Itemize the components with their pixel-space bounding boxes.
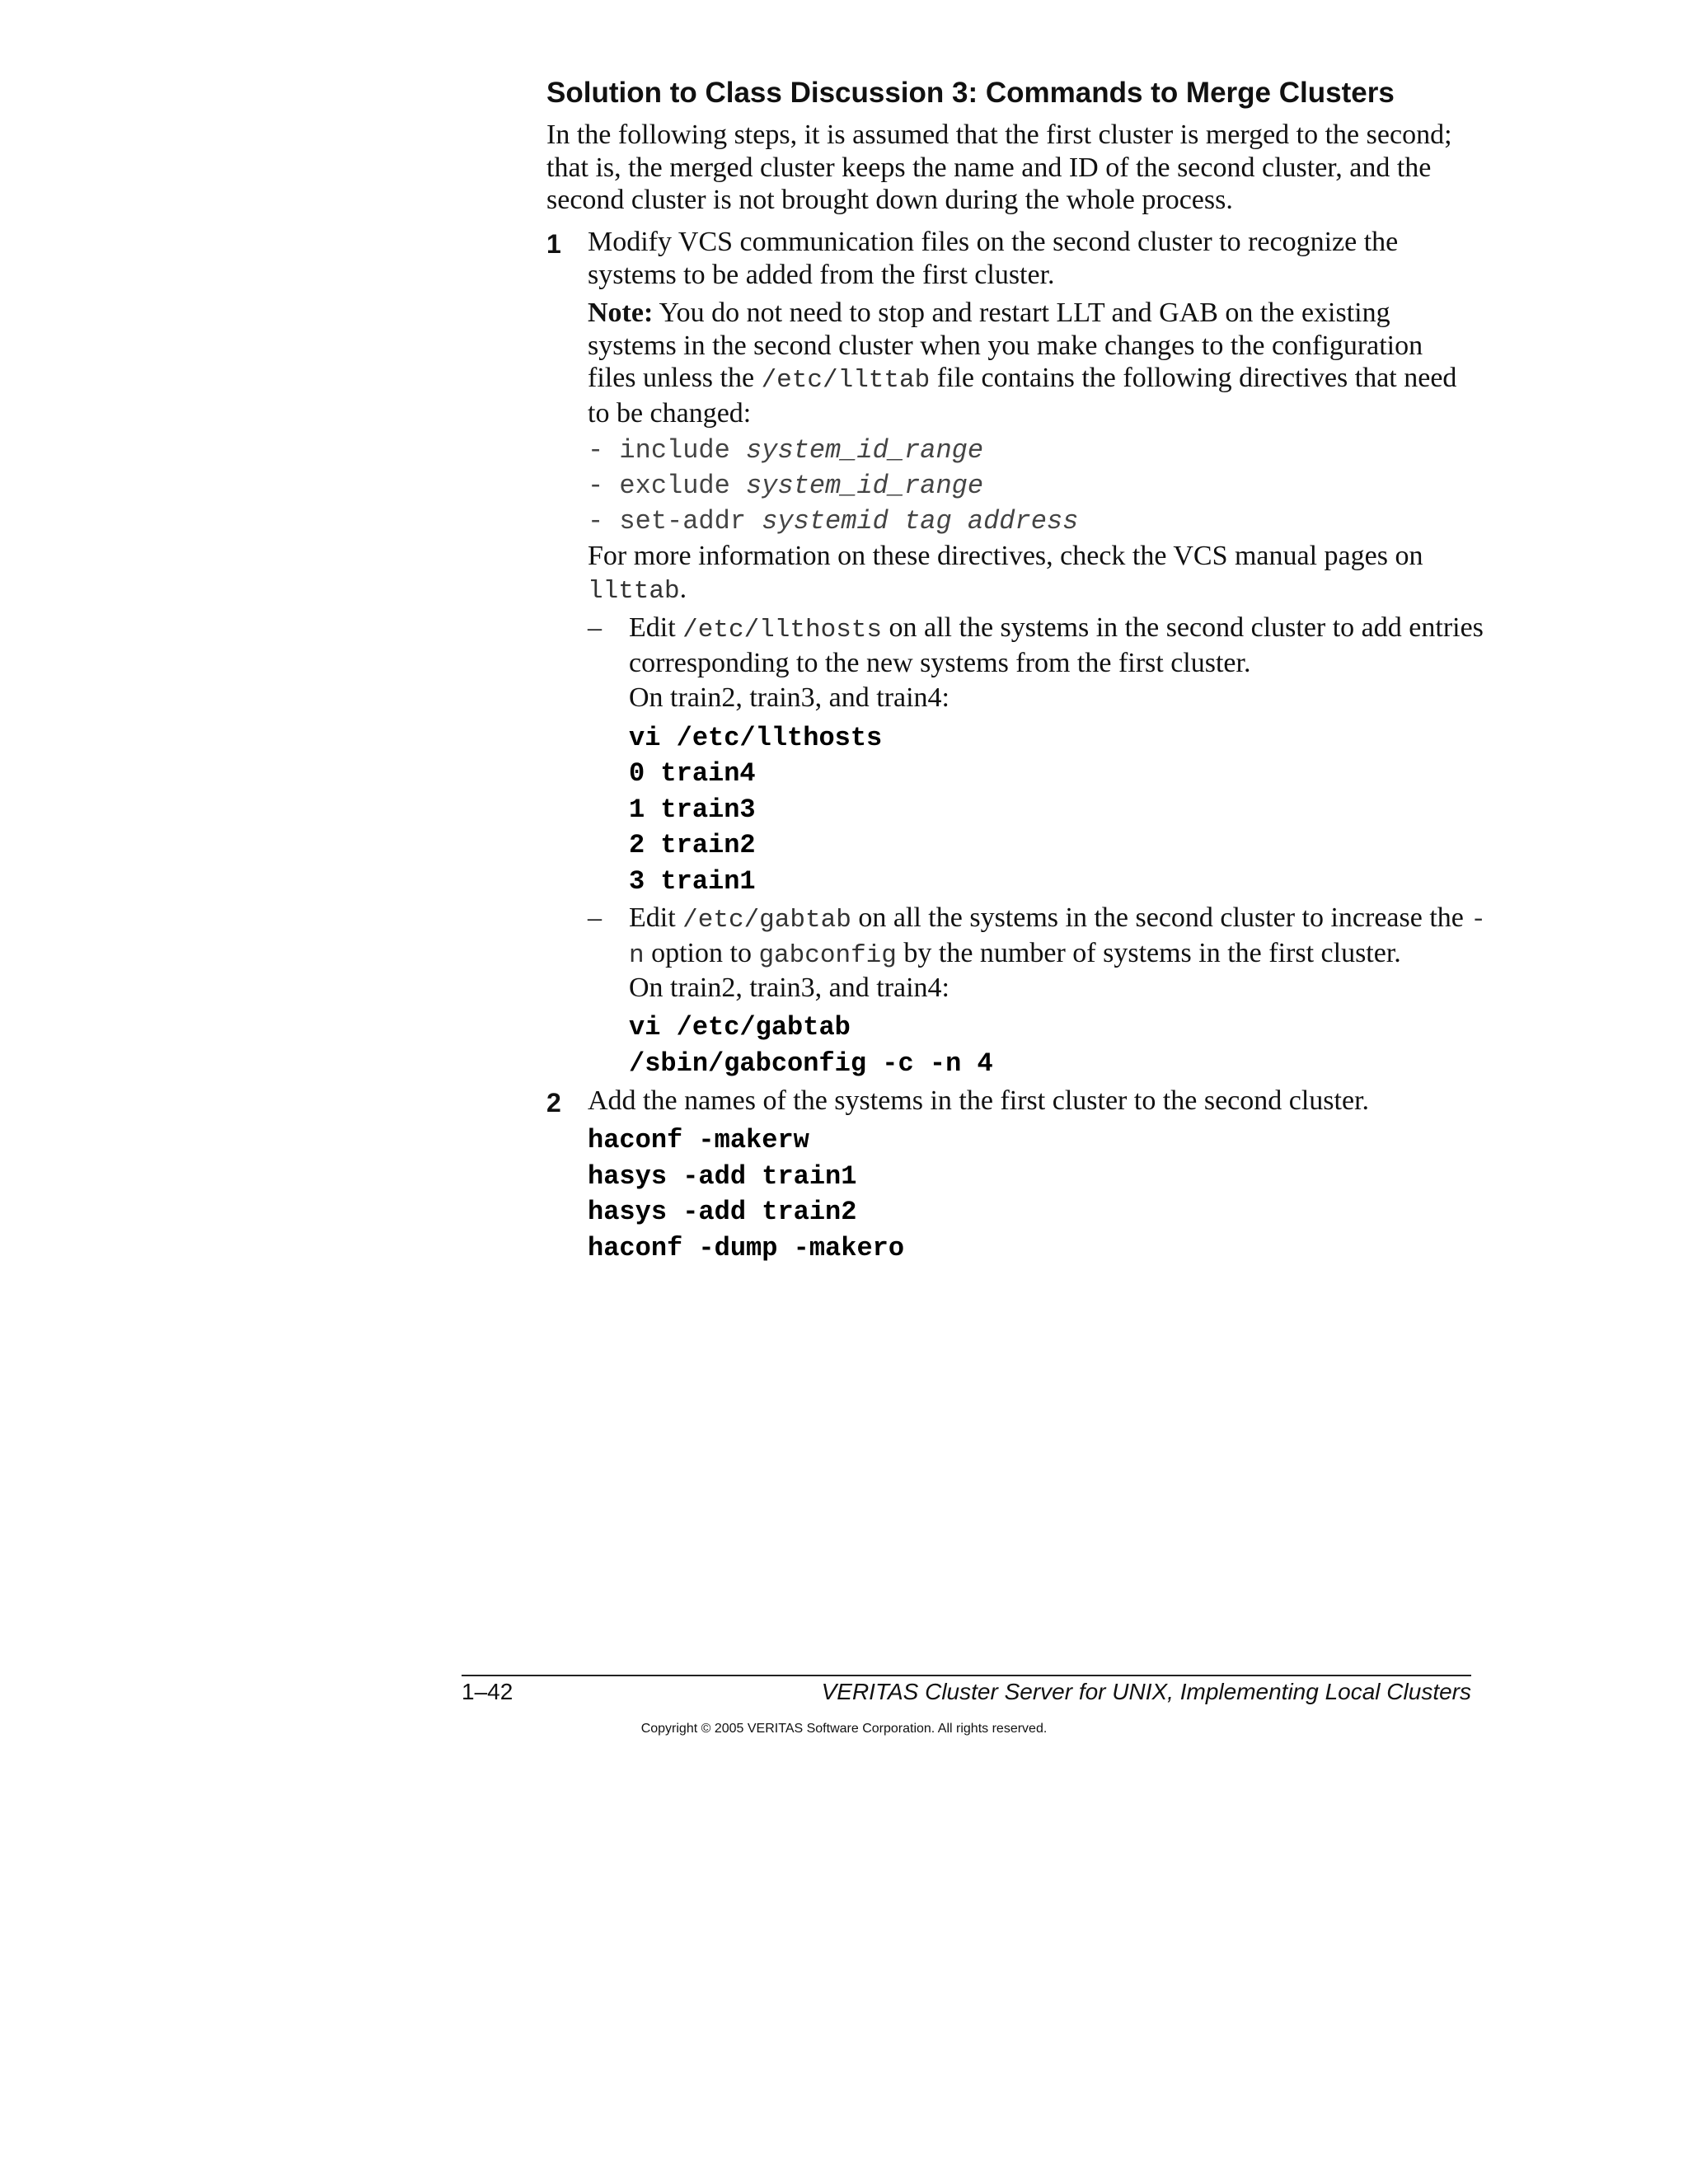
note-text-a: You do not need to stop and restart LLT and GAB on the existing systems in the second cluster when you make changes to the configuration files unless the <box>588 298 1423 393</box>
step-2-number: 2 <box>546 1088 561 1118</box>
code-line: 1 train3 <box>629 794 756 825</box>
sub-b-dash: – <box>588 902 602 933</box>
sub-a-on: On train2, train3, and train4: <box>629 682 950 713</box>
code-line: hasys -add train2 <box>588 1197 857 1227</box>
sub-a-dash: – <box>588 612 602 643</box>
note-file: /etc/llttab <box>761 366 931 395</box>
section-heading: Solution to Class Discussion 3: Commands to Merge Clusters <box>546 77 1395 109</box>
page-number: 1–42 <box>462 1679 513 1704</box>
note-paragraph <box>588 297 1478 429</box>
directive-exclude: - exclude system_id_range <box>588 471 984 501</box>
code-line: 0 train4 <box>629 758 756 789</box>
footer-rule <box>462 1675 1471 1676</box>
sub-b-text: Edit /etc/gabtab on all the systems in the second cluster to increase the -n option to gabconfig by the number of systems in the first cluster. <box>629 902 1486 970</box>
intro-paragraph: In the following steps, it is assumed that the first cluster is merged to the second; that is, the merged cluster keeps the name and ID of the second cluster, and the second cluster is not brought down during the whole process. <box>546 120 1452 215</box>
code-line: hasys -add train1 <box>588 1161 857 1192</box>
code-line: /sbin/gabconfig -c -n 4 <box>629 1048 993 1079</box>
step-1-text: Modify VCS communication files on the second cluster to recognize the systems to be added from the first cluster. <box>588 227 1399 290</box>
sub-a-text: Edit /etc/llthosts on all the systems in the second cluster to add entries corresponding to the new systems from the first cluster. <box>629 612 1484 678</box>
code-line: haconf -makerw <box>588 1125 809 1155</box>
copyright-notice: Copyright © 2005 VERITAS Software Corporation. All rights reserved. <box>640 1722 1048 1736</box>
code-line: 2 train2 <box>629 830 756 860</box>
code-line: haconf -dump -makero <box>588 1233 905 1263</box>
book-title: VERITAS Cluster Server for UNIX, Implementing Local Clusters <box>821 1679 1471 1704</box>
code-line: vi /etc/llthosts <box>629 723 883 753</box>
directive-set-addr: - set-addr systemid tag address <box>588 506 1079 537</box>
directive-include: - include system_id_range <box>588 435 984 466</box>
more-info-paragraph: For more information on these directives, check the VCS manual pages on llttab. <box>588 541 1423 606</box>
sub-b-on: On train2, train3, and train4: <box>629 972 950 1003</box>
step-2-text: Add the names of the systems in the first cluster to the second cluster. <box>588 1085 1370 1116</box>
note-label: Note: <box>588 298 654 328</box>
note-text-b: file contains the following directives that need to be changed: <box>588 363 1457 429</box>
step-1-number: 1 <box>546 229 561 259</box>
code-line: vi /etc/gabtab <box>629 1012 851 1043</box>
code-line: 3 train1 <box>629 866 756 897</box>
